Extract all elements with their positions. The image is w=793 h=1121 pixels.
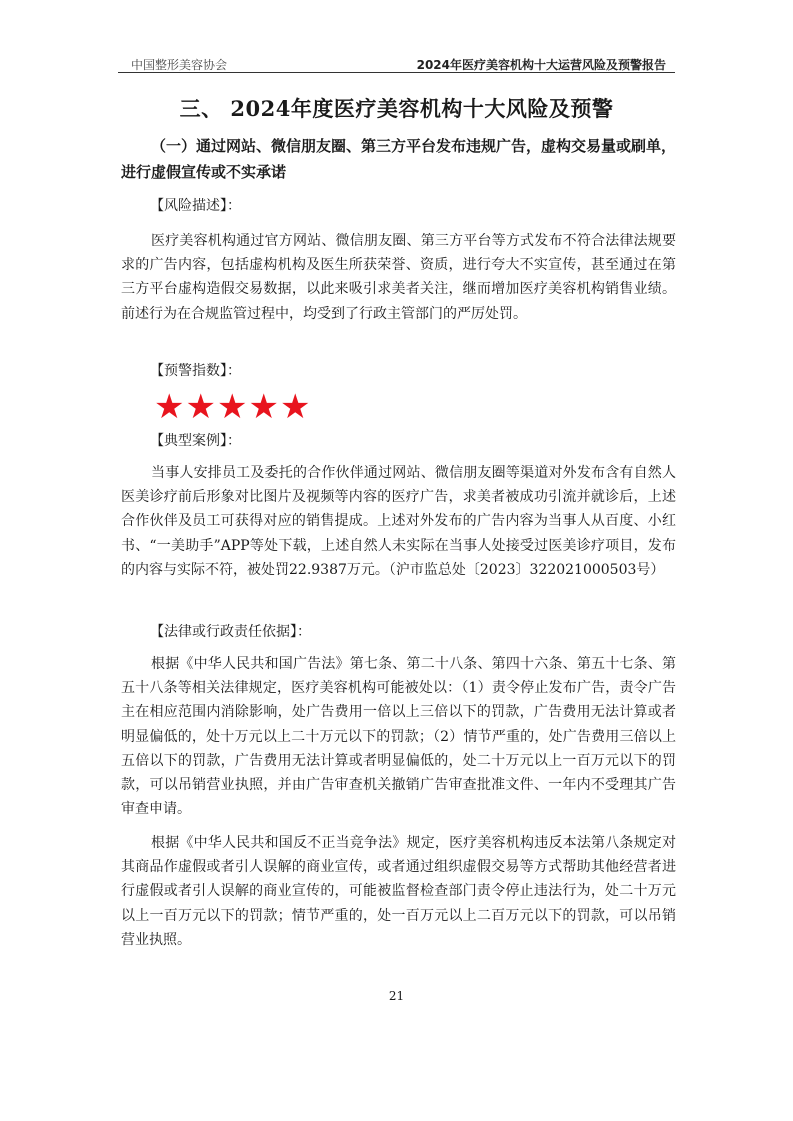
typical-case-text: 当事人安排员工及委托的合作伙伴通过网站、微信朋友圈等渠道对外发布含有自然人医美诊疗前后形象对比图片及视频等内容的医疗广告，求美者被成功引流并就诊后，上述合作伙伴及员工可获得对应的销售提成。上述对外发布的广告内容为当事人从百度、小红书、“一美助手”APP等处下载，上述自然人未实际在当事人处接受过医美诊疗项目，发布的内容与实际不符，被处罚22.9387万元。（沪市监总处〔2023〕322021000503号） xyxy=(121,465,676,578)
risk-subtitle: （一）通过网站、微信朋友圈、第三方平台发布违规广告，虚构交易量或刷单，进行虚假宣传或不实承诺 xyxy=(121,137,677,181)
risk-description-label: 【风险描述】： xyxy=(150,198,241,214)
star-icon: ★ xyxy=(279,387,311,427)
page-number: 21 xyxy=(388,989,405,1003)
warning-rating-stars xyxy=(154,387,310,427)
warning-index-label: 【预警指数】： xyxy=(150,363,241,379)
anti-unfair-competition-law-text: 根据《中华人民共和国反不正当竞争法》规定，医疗美容机构违反本法第八条规定对其商品作虚假或者引人误解的商业宣传，或者通过组织虚假交易等方式帮助其他经营者进行虚假或者引人误解的商业宣传的，可能被监督检查部门责令停止违法行为，处二十万元以上一百万元以下的罚款；情节严重的，处一百万元以上二百万元以下的罚款，可以吊销营业执照。 xyxy=(121,835,676,948)
header-report-title: 2024年医疗美容机构十大运营风险及预警报告 xyxy=(416,58,666,72)
advertising-law-text: 根据《中华人民共和国广告法》第七条、第二十八条、第四十六条、第五十七条、第五十八条等相关法律规定，医疗美容机构可能被处以：（1）责令停止发布广告，责令广告主在相应范围内消除影响，处广告费用一倍以上三倍以下的罚款，广告费用无法计算或者明显偏低的，处十万元以上二十万元以下的罚款；（2）情节严重的，处广告费用三倍以上五倍以下的罚款，广告费用无法计算或者明显偏低的，处二十万元以上一百万元以下的罚款，可以吊销营业执照，并由广告审查机关撤销广告审查批准文件、一年内不受理其广告审查申请。 xyxy=(121,656,676,818)
star-icon: ★ xyxy=(216,387,248,427)
header-divider xyxy=(118,72,675,73)
risk-description-text: 医疗美容机构通过官方网站、微信朋友圈、第三方平台等方式发布不符合法律法规要求的广告内容，包括虚构机构及医生所获荣誉、资质，进行夸大不实宣传，甚至通过在第三方平台虚构造假交易数据，以此来吸引求美者关注，继而增加医疗美容机构销售业绩。前述行为在合规监管过程中，均受到了行政主管部门的严厉处罚。 xyxy=(121,233,676,322)
typical-case-label: 【典型案例】： xyxy=(150,433,241,449)
legal-basis-label: 【法律或行政责任依据】： xyxy=(150,624,311,640)
star-icon: ★ xyxy=(185,387,216,427)
star-icon: ★ xyxy=(154,387,185,427)
section-title: 三、 2024年度医疗美容机构十大风险及预警 xyxy=(179,96,614,121)
star-icon: ★ xyxy=(248,387,279,427)
header-organization: 中国整形美容协会 xyxy=(131,58,228,72)
